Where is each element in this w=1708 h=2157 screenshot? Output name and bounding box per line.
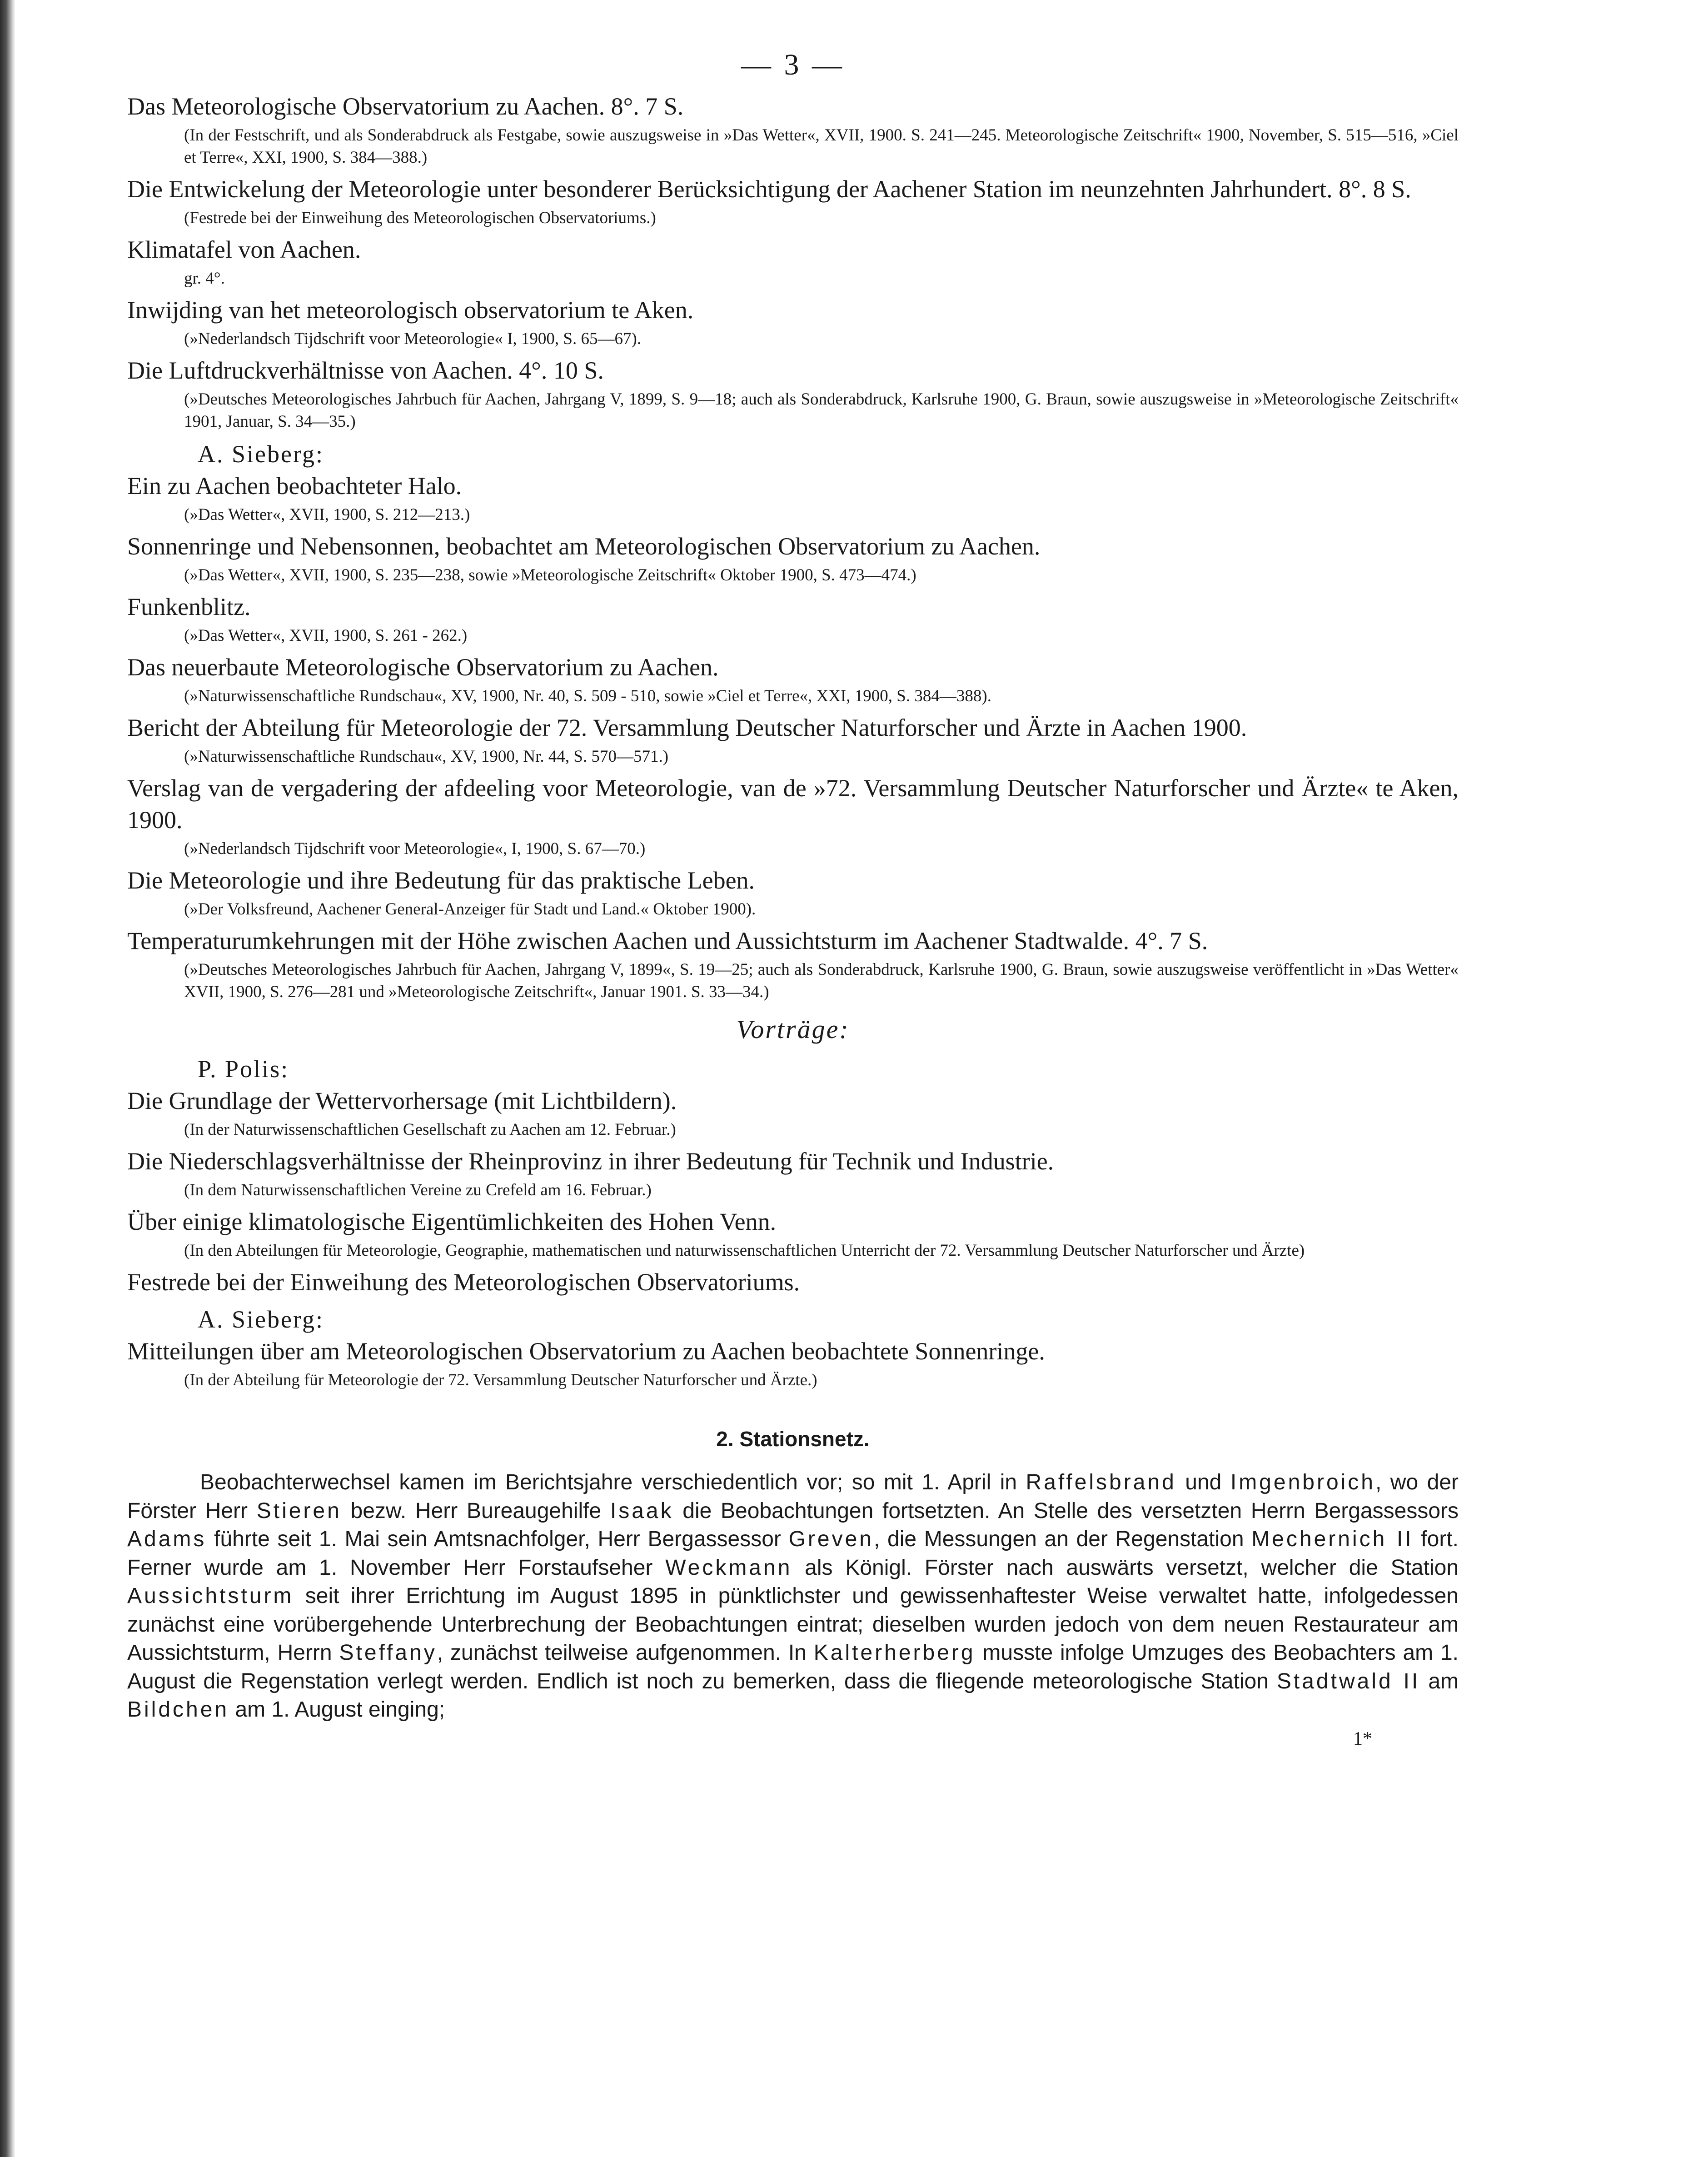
person-name: Greven xyxy=(788,1527,874,1551)
list-item xyxy=(127,530,1459,586)
lectures-list-polis xyxy=(127,1085,1459,1298)
entry-note: (In der Naturwissenschaftlichen Gesellschaft zu Aachen am 12. Februar.) xyxy=(184,1120,676,1139)
text-run: , wo der Förster Herr xyxy=(127,1470,1459,1523)
text-run: seit ihrer Errichtung im August 1895 in pünktlichster und gewissenhaftester Weise verwaltet hatte, infolgedessen zunächst eine vorübergehende Unterbrechung der Beobachtungen eintrat; dieselben wurden jedoch von dem neuen Restaurateur am Aussichtsturm, Herrn xyxy=(127,1584,1459,1665)
person-name: Weckmann xyxy=(665,1555,792,1580)
text-run: bezw. Herr Bureaugehilfe xyxy=(341,1498,610,1523)
station-name: Mechernich II xyxy=(1251,1527,1414,1551)
text-run: musste infolge Umzuges des Beobachters am 1. August die Regenstation verlegt werden. Endlich ist noch zu bemerken, dass die fliegende meteorologische Station xyxy=(127,1641,1459,1693)
list-item xyxy=(127,591,1459,647)
list-item xyxy=(127,1085,1459,1141)
entry-title: Die Grundlage der Wettervorhersage (mit Lichtbildern). xyxy=(127,1087,677,1114)
place-name: Bildchen xyxy=(127,1698,229,1722)
text-run: Beobachterwechsel kamen im Berichtsjahre verschiedentlich vor; so mit 1. April in xyxy=(200,1470,1026,1494)
document-page xyxy=(127,48,1459,2120)
text-run: und xyxy=(1176,1470,1230,1494)
text-run: , zunächst teilweise aufgenommen. In xyxy=(437,1641,814,1665)
entry-title: Mitteilungen über am Meteorologischen Observatorium zu Aachen beobachtete Sonnenringe. xyxy=(127,1338,1045,1365)
text-run: , die Messungen an der Regenstation xyxy=(874,1527,1252,1551)
entry-title: Verslag van de vergadering der afdeeling voor Meteorologie, van de »72. Versammlung Deutscher Naturforscher und Ärzte« te Aken, 1900. xyxy=(127,774,1459,834)
station-name: Raffelsbrand xyxy=(1026,1470,1176,1494)
entry-title: Festrede bei der Einweihung des Meteorologischen Observatoriums. xyxy=(127,1268,800,1296)
text-run: als Königl. Förster nach auswärts versetzt, welcher die Station xyxy=(792,1555,1459,1580)
list-item xyxy=(127,1206,1459,1262)
section-heading-stationsnetz: 2. Stationsnetz. xyxy=(716,1427,870,1451)
entry-title: Sonnenringe und Nebensonnen, beobachtet am Meteorologischen Observatorium zu Aachen. xyxy=(127,533,1041,560)
entry-note: (»Nederlandsch Tijdschrift voor Meteorologie«, I, 1900, S. 67—70.) xyxy=(184,839,646,858)
list-item xyxy=(127,470,1459,526)
text-run: die Beobachtungen fortsetzten. An Stelle des versetzten Herrn Bergassessors xyxy=(673,1498,1459,1523)
list-item xyxy=(127,651,1459,707)
list-item xyxy=(127,1335,1459,1391)
signature-mark: 1* xyxy=(1353,1728,1372,1749)
entry-title: Ein zu Aachen beobachteter Halo. xyxy=(127,472,462,499)
stationsnetz-paragraph xyxy=(127,1468,1459,1724)
list-item xyxy=(127,90,1459,169)
page-number: — 3 — xyxy=(741,48,845,81)
text-run: am xyxy=(1420,1669,1459,1693)
list-item xyxy=(127,712,1459,768)
station-name: Imgenbroich xyxy=(1230,1470,1375,1494)
person-name: Steffany xyxy=(339,1641,437,1665)
list-item xyxy=(127,234,1459,290)
list-item xyxy=(127,772,1459,860)
person-name: Adams xyxy=(127,1527,207,1551)
entry-note: (»Deutsches Meteorologisches Jahrbuch für Aachen, Jahrgang V, 1899, S. 9—18; auch als Sonderabdruck, Karlsruhe 1900, G. Braun, sowie auszugsweise in »Meteorologische Zeitschrift« 1901, Januar, S. 34—35.) xyxy=(184,390,1459,431)
person-name: Stieren xyxy=(256,1498,342,1523)
entry-note: (»Das Wetter«, XVII, 1900, S. 261 - 262.) xyxy=(184,626,468,645)
entry-title: Klimatafel von Aachen. xyxy=(127,236,361,263)
entry-title: Inwijding van het meteorologisch observatorium te Aken. xyxy=(127,296,694,324)
entry-title: Die Luftdruckverhältnisse von Aachen. 4°. 10 S. xyxy=(127,357,604,384)
entry-note: (»Nederlandsch Tijdschrift voor Meteorologie« I, 1900, S. 65—67). xyxy=(184,330,642,348)
section-heading-vortraege: Vorträge: xyxy=(736,1014,850,1044)
entry-title: Die Entwickelung der Meteorologie unter besonderer Berücksichtigung der Aachener Station im neunzehnten Jahrhundert. 8°. 8 S. xyxy=(127,175,1411,203)
scan-edge xyxy=(0,0,15,2157)
entry-note: gr. 4°. xyxy=(184,269,225,288)
text-run: am 1. August einging; xyxy=(229,1698,445,1722)
publications-list-1 xyxy=(127,90,1459,433)
station-name: Stadtwald II xyxy=(1276,1669,1420,1693)
author-heading: P. Polis: xyxy=(198,1055,289,1083)
author-heading: A. Sieberg: xyxy=(198,440,324,468)
text-run: führte seit 1. Mai sein Amtsnachfolger, Herr Bergassessor xyxy=(206,1527,789,1551)
author-heading: A. Sieberg: xyxy=(198,1306,324,1333)
list-item xyxy=(127,864,1459,920)
entry-note: (In dem Naturwissenschaftlichen Vereine zu Crefeld am 16. Februar.) xyxy=(184,1181,652,1199)
list-item xyxy=(127,1145,1459,1201)
entry-title: Bericht der Abteilung für Meteorologie der 72. Versammlung Deutscher Naturforscher und Ärzte in Aachen 1900. xyxy=(127,714,1247,741)
station-name: Kalterherberg xyxy=(813,1641,976,1665)
entry-note: (»Deutsches Meteorologisches Jahrbuch für Aachen, Jahrgang V, 1899«, S. 19—25; auch als Sonderabdruck, Karlsruhe 1900, G. Braun, sowie auszugsweise veröffentlicht in »Das Wetter« XVII, 1900, S. 276—281 und »Meteorologische Zeitschrift«, Januar 1901. S. 33—34.) xyxy=(184,960,1459,1001)
publications-list-2 xyxy=(127,470,1459,1003)
list-item xyxy=(127,294,1459,350)
entry-note: (»Das Wetter«, XVII, 1900, S. 212—213.) xyxy=(184,505,470,524)
entry-note: (In der Abteilung für Meteorologie der 72. Versammlung Deutscher Naturforscher und Ärzte.) xyxy=(184,1371,817,1389)
text-run: fort. Ferner wurde am 1. November Herr Forstaufseher xyxy=(127,1527,1459,1580)
station-name: Aussichtsturm xyxy=(127,1584,294,1608)
entry-note: (»Der Volksfreund, Aachener General-Anzeiger für Stadt und Land.« Oktober 1900). xyxy=(184,900,756,919)
entry-title: Über einige klimatologische Eigentümlichkeiten des Hohen Venn. xyxy=(127,1208,777,1235)
entry-note: (»Naturwissenschaftliche Rundschau«, XV, 1900, Nr. 40, S. 509 - 510, sowie »Ciel et Terre«, XXI, 1900, S. 384—388). xyxy=(184,687,991,705)
entry-note: (»Das Wetter«, XVII, 1900, S. 235—238, sowie »Meteorologische Zeitschrift« Oktober 1900, S. 473—474.) xyxy=(184,566,916,584)
entry-note: (Festrede bei der Einweihung des Meteorologischen Observatoriums.) xyxy=(184,209,656,227)
list-item xyxy=(127,173,1459,229)
entry-title: Funkenblitz. xyxy=(127,593,251,620)
list-item xyxy=(127,1266,1459,1298)
entry-title: Das neuerbaute Meteorologische Observatorium zu Aachen. xyxy=(127,654,719,681)
list-item xyxy=(127,355,1459,433)
person-name: Isaak xyxy=(610,1498,674,1523)
entry-title: Das Meteorologische Observatorium zu Aachen. 8°. 7 S. xyxy=(127,93,684,120)
lectures-list-sieberg xyxy=(127,1335,1459,1391)
entry-title: Die Meteorologie und ihre Bedeutung für das praktische Leben. xyxy=(127,867,755,894)
entry-title: Temperaturumkehrungen mit der Höhe zwischen Aachen und Aussichtsturm im Aachener Stadtwalde. 4°. 7 S. xyxy=(127,927,1208,954)
list-item xyxy=(127,925,1459,1003)
entry-title: Die Niederschlagsverhältnisse der Rheinprovinz in ihrer Bedeutung für Technik und Industrie. xyxy=(127,1148,1054,1175)
entry-note: (In der Festschrift, und als Sonderabdruck als Festgabe, sowie auszugsweise in »Das Wetter«, XVII, 1900. S. 241—245. Meteorologische Zeitschrift« 1900, November, S. 515—516, »Ciel et Terre«, XXI, 1900, S. 384—388.) xyxy=(184,126,1459,167)
entry-note: (In den Abteilungen für Meteorologie, Geographie, mathematischen und naturwissenschaftlichen Unterricht der 72. Versammlung Deutscher Naturforscher und Ärzte) xyxy=(184,1241,1305,1260)
entry-note: (»Naturwissenschaftliche Rundschau«, XV, 1900, Nr. 44, S. 570—571.) xyxy=(184,747,669,766)
